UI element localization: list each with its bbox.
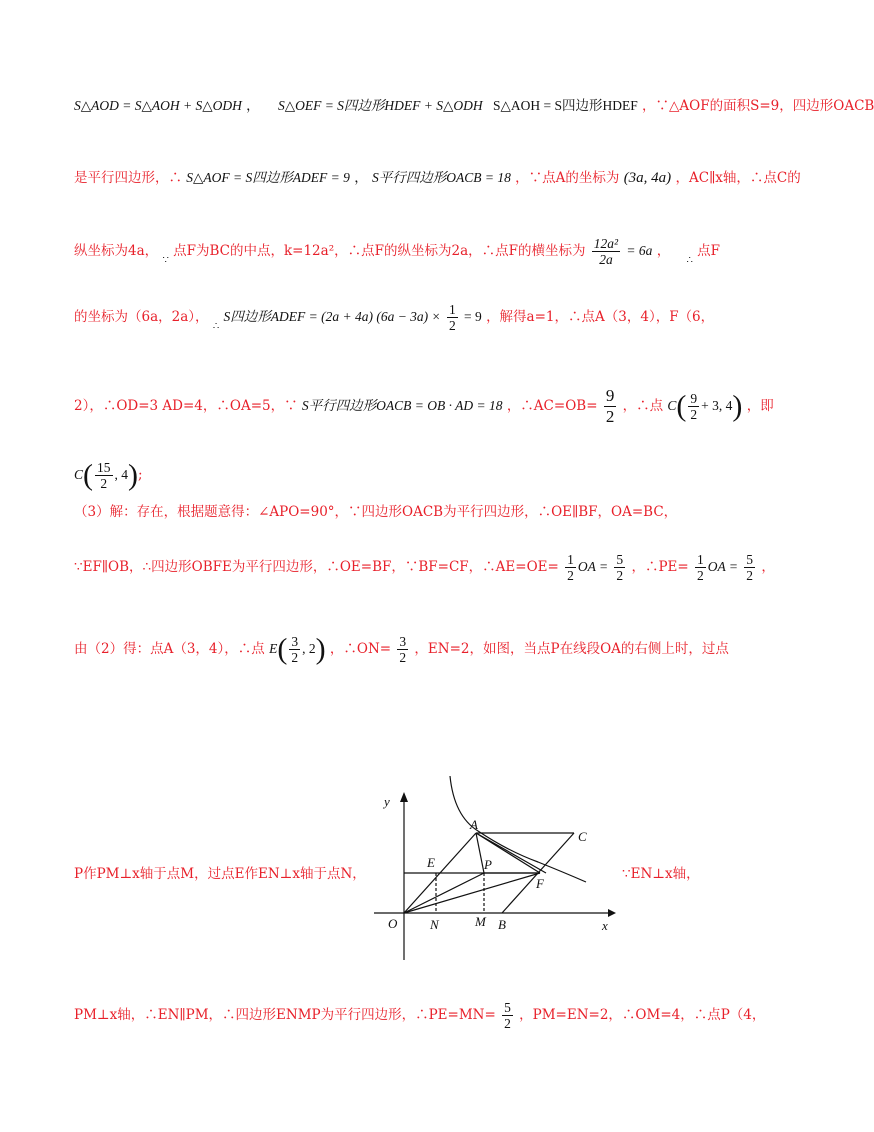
fraction-on: $\frac{3}{2}$ [399,634,407,665]
line-9-text-2: ，∴ON= [329,641,392,657]
line-7 [74,502,677,522]
label-B: B [498,917,506,932]
oa-equals-1: OA = [577,559,609,574]
fraction-9-over-2: $\frac{9}{2}$ [605,386,615,426]
label-C: C [578,829,587,844]
line-3-text-2: 点F为BC的中点，k=12a²，∴点F的纵坐标为2a，∴点F的横坐标为 [173,243,586,259]
equals-6a: = 6a [626,243,653,258]
line-2-text-3: ，AC∥x轴，∴点C的 [675,170,801,186]
line-11-text-1: PM⊥x轴，∴EN∥PM，∴四边形ENMP为平行四边形，∴PE=MN= [74,1007,496,1023]
fraction-5-over-2-a: $\frac{5}{2}$ [616,552,624,583]
point-c-label-2: C [74,467,84,482]
label-A: A [470,817,478,832]
fraction-mn: $\frac{5}{2}$ [504,1000,511,1031]
area-equation-oacb: S平行四边形OACB = 18 [371,170,511,185]
line-5-text-2: ，∴AC=OB= [506,398,598,414]
line-5-text-3: ，∴点 [622,398,664,414]
segment-AP [476,833,484,873]
line-3-comma: ， [656,243,671,259]
coordinate-figure [368,776,618,966]
area-equation-ob-ad: S平行四边形OACB = OB · AD = 18 [301,398,503,413]
coord-a: (3a, 4a) [623,170,672,186]
point-c-label: C [667,398,677,413]
label-E: E [427,855,435,870]
equals-9: = 9 [464,309,482,324]
line-2-text-2: ，∵点A的坐标为 [515,170,620,186]
label-O: O [388,916,398,931]
line-8 [74,552,775,583]
label-x: x [602,918,608,933]
line-3-text-1: 纵坐标为4a， [74,243,159,259]
line-11-text-2: ，PM=EN=2，∴OM=4，∴点P（4， [519,1007,766,1023]
line-10-right [622,864,700,884]
line-4-text-2: ，解得a=1，∴点A（3，4），F（6， [486,309,715,325]
fraction-1-over-2: $\frac{1}{2}$ [448,302,456,333]
label-P: P [484,857,492,872]
line-4-text-1: 的坐标为（6a，2a）， [74,309,209,325]
line-11 [74,1000,765,1031]
line-5-text-4: ，即 [746,398,774,414]
line-3-text-5: 点F [697,243,721,259]
y-axis-arrow [400,792,408,802]
area-equation-aoh: S△AOH = S四边形HDEF [492,98,638,113]
fraction-15-over-2: $\frac{15}{2}$ [97,460,111,491]
oa-equals-2: OA = [707,559,738,574]
area-equation-oef: S△OEF = S四边形HDEF + S△ODH [277,98,483,113]
line-6-end: ; [138,467,143,483]
line-9-text-1: 由（2）得：点A（3，4），∴点 [74,641,265,657]
point-e-label: E [269,641,278,656]
fraction-5-over-2-b: $\frac{5}{2}$ [746,552,754,583]
line-9-text-3: ，EN=2，如图，当点P在线段OA的右侧上时，过点 [414,641,729,657]
point-c-rest: + 3, 4 [701,398,733,413]
point-e-rest: , 2 [302,641,316,656]
line-10 [74,864,366,884]
label-M: M [475,914,486,929]
line-3: 纵坐标为4a， $_\because$ 点F为BC的中点，k=12a²，∴点F的纵坐标为2a，∴点F的横坐标为 $\frac{\text{12a²}}{2a}$ = 6a ， $_\therefore$ 点F [74,236,721,267]
line-5: 2），∴OD=3 AD=4，∴OA=5，∵ S平行四边形OACB = OB · AD = 18 ，∴AC=OB= $\frac{9}{2}$ ，∴点 C( $\frac{9}{2}$ + 3, 4) ，即 [74,386,774,426]
line-1-text: ，∵△AOF的面积S=9，四边形OACB [642,98,874,114]
line-2-text-1: 是平行四边形，∴ [74,170,182,186]
line-5-text-1: 2），∴OD=3 AD=4，∴OA=5，∵ [74,398,298,414]
line-10-left: P作PM⊥x轴于点M，过点E作EN⊥x轴于点N， [74,866,366,882]
line-8-text-3: ，∴PE= [631,559,689,575]
area-equation-aod: S△AOD = S△AOH + S△ODH [74,98,242,113]
line-2: 是平行四边形，∴ S△AOF = S四边形ADEF = 9 ， S平行四边形OACB = 18 ，∵点A的坐标为 (3a, 4a) ，AC∥x轴，∴点C的 [74,170,801,186]
fraction-half-1: $\frac{1}{2}$ [567,552,574,583]
line-7-text: （3）解：存在，根据题意得：∠APO=90°，∵四边形OACB为平行四边形，∴OE∥BF，OA=BC， [74,504,678,520]
fraction-c-x: $\frac{9}{2}$ [690,391,698,422]
line-9: 由（2）得：点A（3，4），∴点 E( $\frac{3}{2}$ , 2) ，∴ON= $\frac{3}{2}$ ，EN=2，如图，当点P在线段OA的右侧上时，过点 [74,632,729,666]
fraction-12a2-over-2a: $\frac{\text{12a²}}{2a}$ [593,236,619,267]
label-y: y [384,794,390,809]
fraction-half-2: $\frac{1}{2}$ [697,552,704,583]
line-8-text-1: ∵EF∥OB，∴四边形OBFE为平行四边形，∴OE=BF，∵BF=CF，∴AE=OE= [74,559,559,575]
line-4: 的坐标为（6a，2a）， $_\therefore$ S四边形ADEF = (2a + 4a) (6a − 3a) × $\frac{1}{2}$ = 9 ，解得a=1，∴点A（3，4），F（6， [74,302,715,333]
point-c-rest-2: , 4 [114,467,129,482]
line-10-right-text: ∵EN⊥x轴， [622,866,700,882]
line-1: S△AOD = S△AOH + S△ODH ， S△OEF = S四边形HDEF + S△ODH S△AOH = S四边形HDEF ，∵△AOF的面积S=9，四边形OACB [74,98,874,114]
line-8-end: ， [761,559,775,575]
fraction-e-x: $\frac{3}{2}$ [291,634,299,665]
area-equation-adef: S四边形ADEF = (2a + 4a) (6a − 3a) × [223,309,441,324]
label-F: F [536,876,544,891]
label-N: N [430,917,439,932]
area-equation-aof: S△AOF = S四边形ADEF = 9 [186,170,350,185]
line-6: C( $\frac{15}{2}$ , 4); [74,458,143,492]
x-axis-arrow [608,909,616,917]
